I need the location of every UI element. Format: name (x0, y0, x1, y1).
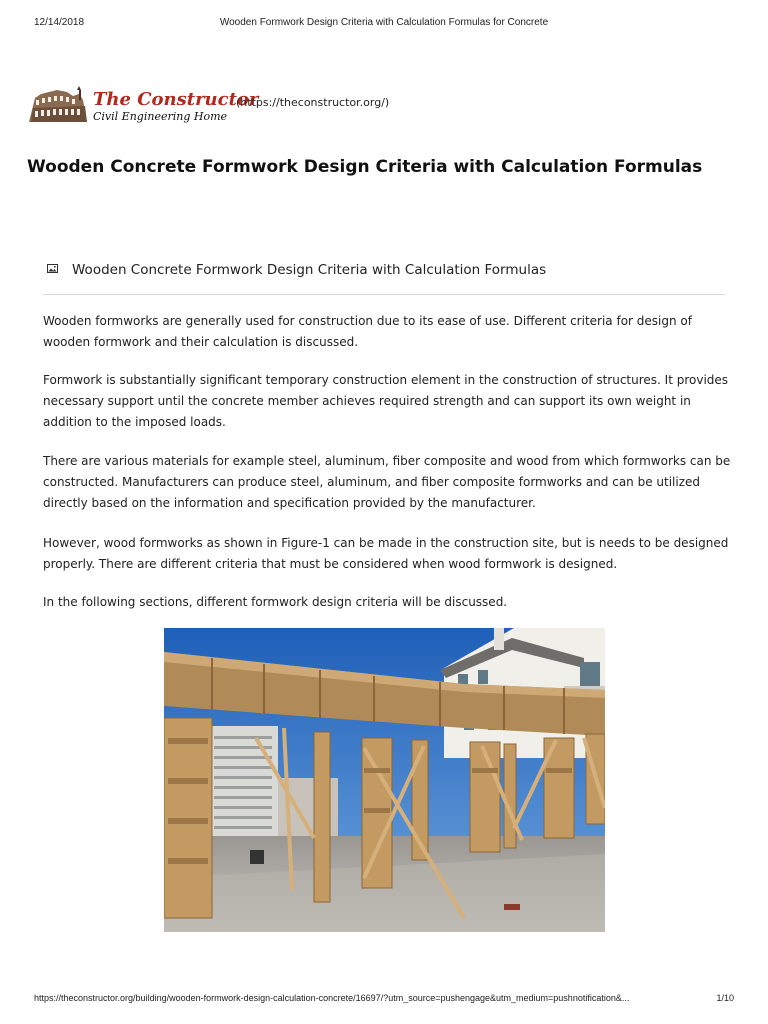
paragraph: Formwork is substantially significant temporary construction element in the construction of structures. It provides necessary support until the concrete member achieves required strength and can support its own weight in addition to the imposed loads. (43, 373, 729, 429)
paragraph: Wooden formworks are generally used for construction due to its ease of use. Different criteria for design of wooden formwork and their calculation is discussed. (43, 314, 692, 349)
print-header (0, 17, 768, 31)
figure-heading (43, 260, 725, 295)
print-date: 12/14/2018 (34, 17, 85, 28)
logo-tagline: Civil Engineering Home (93, 110, 228, 123)
image-icon (47, 264, 58, 273)
print-url: https://theconstructor.org/building/wooden-formwork-design-calculation-concrete/16697/?utm_source=pushengage&utm_medium=pushnotification&... (34, 993, 630, 1003)
paragraph: In the following sections, different formwork design criteria will be discussed. (43, 595, 508, 609)
print-footer (0, 993, 768, 1007)
formwork-photo (164, 628, 605, 932)
print-title: Wooden Formwork Design Criteria with Calculation Formulas for Concrete (219, 17, 549, 28)
logo-title: The Constructor (93, 89, 259, 110)
logo-colosseum-icon (27, 86, 91, 126)
logo-url[interactable]: (https://theconstructor.org/) (236, 96, 390, 109)
paragraph: There are various materials for example steel, aluminum, fiber composite and wood from which formworks can be constructed. Manufacturers can produce steel, aluminum, and fiber composite formworks and can be utilized directly based on the information and specification provided by the manufacturer. (43, 454, 731, 510)
formwork-illustration (164, 628, 605, 932)
figure-heading-text: Wooden Concrete Formwork Design Criteria with Calculation Formulas (72, 262, 547, 278)
site-logo[interactable] (27, 86, 447, 128)
paragraph: However, wood formworks as shown in Figure-1 can be made in the construction site, but is needs to be designed properly. There are different criteria that must be considered when wood formwork is designed. (43, 536, 729, 571)
page-title: Wooden Concrete Formwork Design Criteria with Calculation Formulas (27, 157, 703, 177)
page-number: 1/10 (716, 993, 734, 1003)
